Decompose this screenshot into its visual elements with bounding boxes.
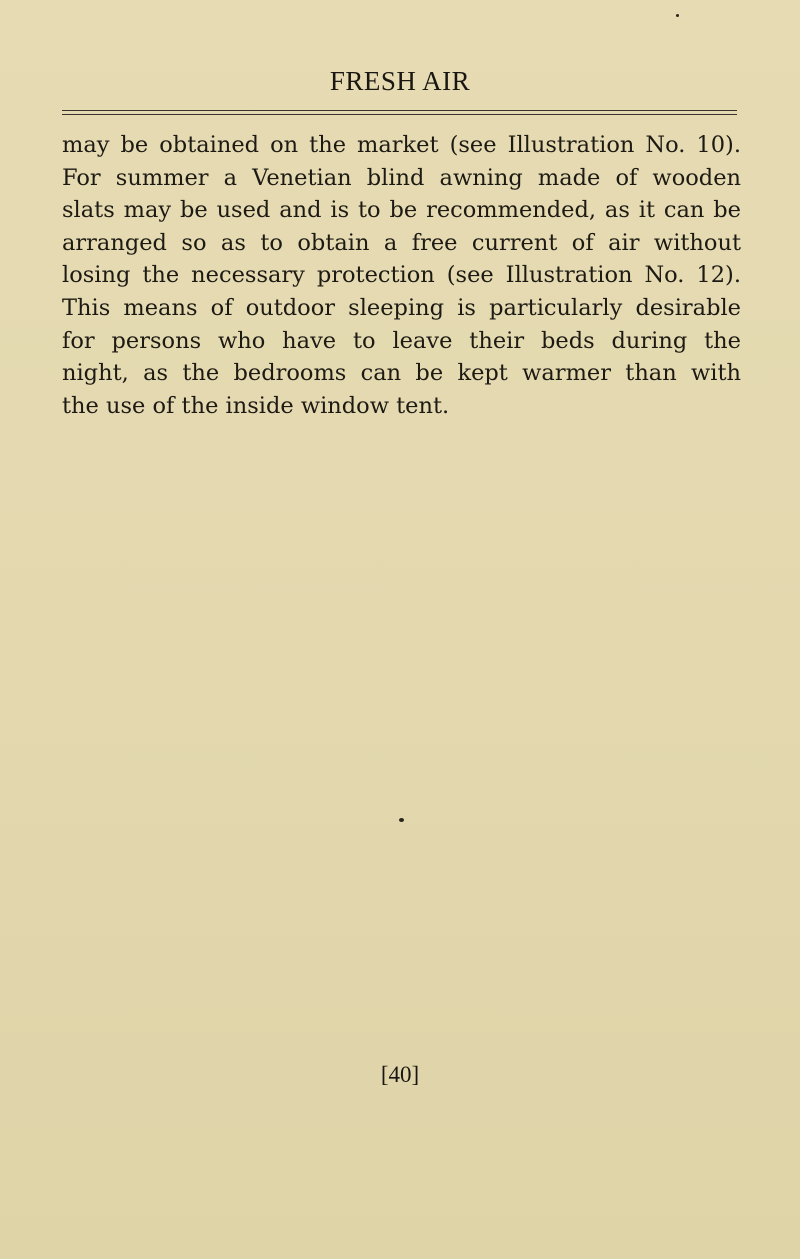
paragraph-line: losing the necessary protection (see Illustration No. 12). bbox=[62, 262, 741, 289]
paragraph-line: may be obtained on the market (see Illustration No. 10). bbox=[62, 132, 741, 158]
paragraph-line: slats may be used and is to be recommended, as it can be bbox=[62, 197, 741, 224]
paragraph-line: For summer a Venetian blind awning made of wooden bbox=[62, 164, 741, 191]
paragraph-line: This means of outdoor sleeping is particularly desirable bbox=[62, 294, 741, 321]
running-head: FRESH AIR bbox=[329, 66, 471, 96]
paragraph-line: for persons who have to leave their beds during the bbox=[62, 327, 741, 354]
header-rule-bottom bbox=[62, 114, 737, 115]
ink-speck bbox=[676, 14, 679, 17]
header-rule-top bbox=[62, 110, 737, 111]
page-number: [40] bbox=[380, 1062, 420, 1087]
paragraph-line: night, as the bedrooms can be kept warmer than with bbox=[62, 360, 741, 387]
paragraph-line: arranged so as to obtain a free current of air without bbox=[62, 229, 741, 256]
paragraph-line: the use of the inside window tent. bbox=[62, 392, 450, 419]
body-paragraph bbox=[62, 129, 741, 422]
ink-speck bbox=[399, 818, 404, 822]
